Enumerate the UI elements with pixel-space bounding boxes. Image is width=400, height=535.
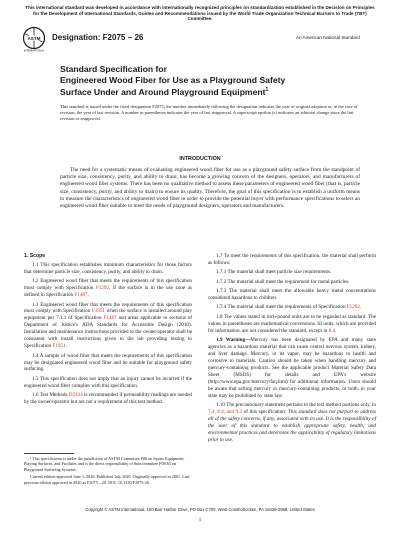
ref-link[interactable]: 8.4 [328, 327, 336, 334]
ref-link[interactable]: F1487 [74, 292, 88, 299]
title-line-2: Engineered Wood Fiber for Use as a Playground Safety [60, 74, 286, 85]
paragraph-1-1: 1.1 This specification establishes minimum characteristics for those factors that determine particle size, consistency, purity, and ability to drain. [24, 261, 192, 275]
paragraph-1-3: 1.3 Engineered wood fiber that meets the requirements of this specification must comply with Specification F1951 when the surface is installed around play equipment per 7.1.1 of Specification F1487 and areas applicable to sections of Department of Justice's ADA Standards for Accessible Design (2010). Installation and maintenance instructions provided to the owner/operator shall be consistent with install instructions given to the lab providing testing to Specification F1951. [24, 301, 193, 350]
footnote-1: ¹ This specification is under the jurisdiction of ASTM Committee F08 on Sports Equipment, Playing Surfaces, and Facilities and is the direct responsibility of Subcommittee F08.63 on Playground Surfacing Systems. [24, 456, 185, 472]
paragraph-1-6: 1.6 Test Methods D2434 is recommended if permeability readings are needed by the owner/operator but are not a requirement of this test method. [24, 392, 192, 406]
copyright-line: Copyright © ASTM International, 100 Barr Harbor Drive, PO Box C700, West Conshohocken, PA 19428-2959. United States [85, 507, 315, 512]
introduction-text: The need for a systematic means of evaluating engineered wood fiber for use as a playground safety surface from the standpoint of particle size, consistency, purity, and ability to drain, has become a growing concern of the designers, operators, and manufacturers of engineered wood fiber systems. There has been no qualitative method to assess these parameters of engineered wood fiber (that is, particle size, consistency, purity, and ability to drain) to ensure its quality. Therefore, the goal of this specification is to establish a uniform means to measure the characteristics of engineered wood fiber in order to provide the potential buyer with performance specifications to select an engineered wood fiber suitable to meet the needs of playground designers, operators and manufacturers. [60, 167, 360, 210]
paragraph-1-5: 1.5 This specification does not imply that an injury cannot be incurred if the engineered wood fiber complies with this specification. [24, 375, 192, 389]
ref-link[interactable]: F1951 [52, 343, 66, 350]
footnote-2: Current edition approved June 1, 2026. Published July 2026. Originally approved in 2001. Last previous edition approved in 2020 as F2075 – 20. DOI: 10.1520/F2075-26. [24, 474, 190, 485]
paragraph-1-7-3: 1.7.3 The material shall meet the allowable heavy metal concentrations considered hazardous to children. [208, 287, 376, 301]
paragraph-1-7-4: 1.7.4 The material shall meet the requirements of Specification F1292. [216, 304, 362, 311]
footnote-divider [24, 453, 74, 454]
paragraph-1-7: 1.7 To meet the requirements of this specification, the material shall perform as follows: [208, 253, 376, 266]
ref-link[interactable]: F1292 [95, 285, 109, 292]
document-title [60, 64, 360, 97]
paragraph-1-8: 1.8 The values stated in inch-pound units are to be regarded as standard. The values in parentheses are mathematical conversions. SI units, which are provided for information, are not considered the standard, except in 8.4. [208, 313, 376, 334]
paragraph-1-9: 1.9 Warning—Mercury has been designated by EPA and many state agencies as a hazardous material that can cause central nervous system, kidney, and liver damage. Mercury, or its vapor, may be hazardous to health and corrosive to materials. Caution should be taken when handling mercury and mercury-containing products. See the applicable product Material Safety Data Sheet (MSDS) for details and EPA's website (http://www.epa.gov/mercury/faq.htm) for additional information. Users should be aware that selling mercury or mercury-containing products, or both, in your state may be prohibited by state law. [208, 336, 376, 399]
paragraph-1-10: 1.10 The precautionary statement pertains to the test method portions only, in 7.4, 8.4, and 9.4 of this specification: This standard does not purport to address all of the safety concerns, if any, associated with its use. It is the responsibility of the user of this standard to establish appropriate safety, health, and environmental practices and determine the applicability of regulatory limitations prior to use. [208, 401, 376, 443]
ref-link[interactable]: F1951 [91, 308, 105, 315]
ref-link[interactable]: 7.4, 8.4, and 9.4 [208, 408, 243, 415]
paragraph-1-4: 1.4 A sample of wood fiber that meets the requirements of this specification may be designated engineered wood fiber and be suitable for playground safety surfacing. [24, 352, 192, 373]
astm-logo-icon [23, 26, 45, 52]
development-notice: This international standard was developed in accordance with internationally recognized principles on standardization established in the Decision on Principles for the Development of International Standards, Guides and Recommendations issued by the World Trade Organization Technical Barriers to Trade (TBT) Committee. [25, 5, 375, 22]
title-line-1: Standard Specification for [60, 64, 167, 74]
issued-note: This standard is issued under the fixed designation F2075; the number immediately following the designation indicates the year of original adoption or, in the case of revision, the year of last revision. A number in parentheses indicates the year of last reapproval. A superscript epsilon (ε) indicates an editorial change since the last revision or reapproval. [60, 104, 358, 121]
logo-text: ASTM [27, 35, 41, 41]
svg-text:INTERNATIONAL: INTERNATIONAL [23, 49, 45, 52]
title-line-3: Surface Under and Around Playground Equipment$^1$ [60, 86, 269, 97]
footnotes [24, 456, 192, 487]
page-number: 1 [198, 518, 202, 523]
paragraph-1-7-1: 1.7.1 The material shall meet particle size requirements. [216, 269, 332, 276]
scope-heading: 1. Scope [24, 253, 46, 259]
right-column [208, 253, 376, 446]
introduction-heading: INTRODUCTION [179, 156, 221, 162]
left-column [24, 253, 192, 408]
designation: Designation: F2075 − 26 [52, 33, 144, 42]
paragraph-1-2: 1.2 Engineered wood fiber that meets the requirements of this specification must comply with Specification F1292, if the surface is in the use zone as defined in Specification F1487. [24, 278, 192, 299]
paragraph-1-7-2: 1.7.2 The material shall meet the requirement for metal particles. [216, 278, 350, 285]
ref-link[interactable]: F1292 [346, 304, 360, 311]
national-standard-label: An American National Standard [295, 35, 360, 40]
ref-link[interactable]: D2434 [68, 392, 83, 399]
ref-link[interactable]: F1487 [103, 315, 117, 322]
